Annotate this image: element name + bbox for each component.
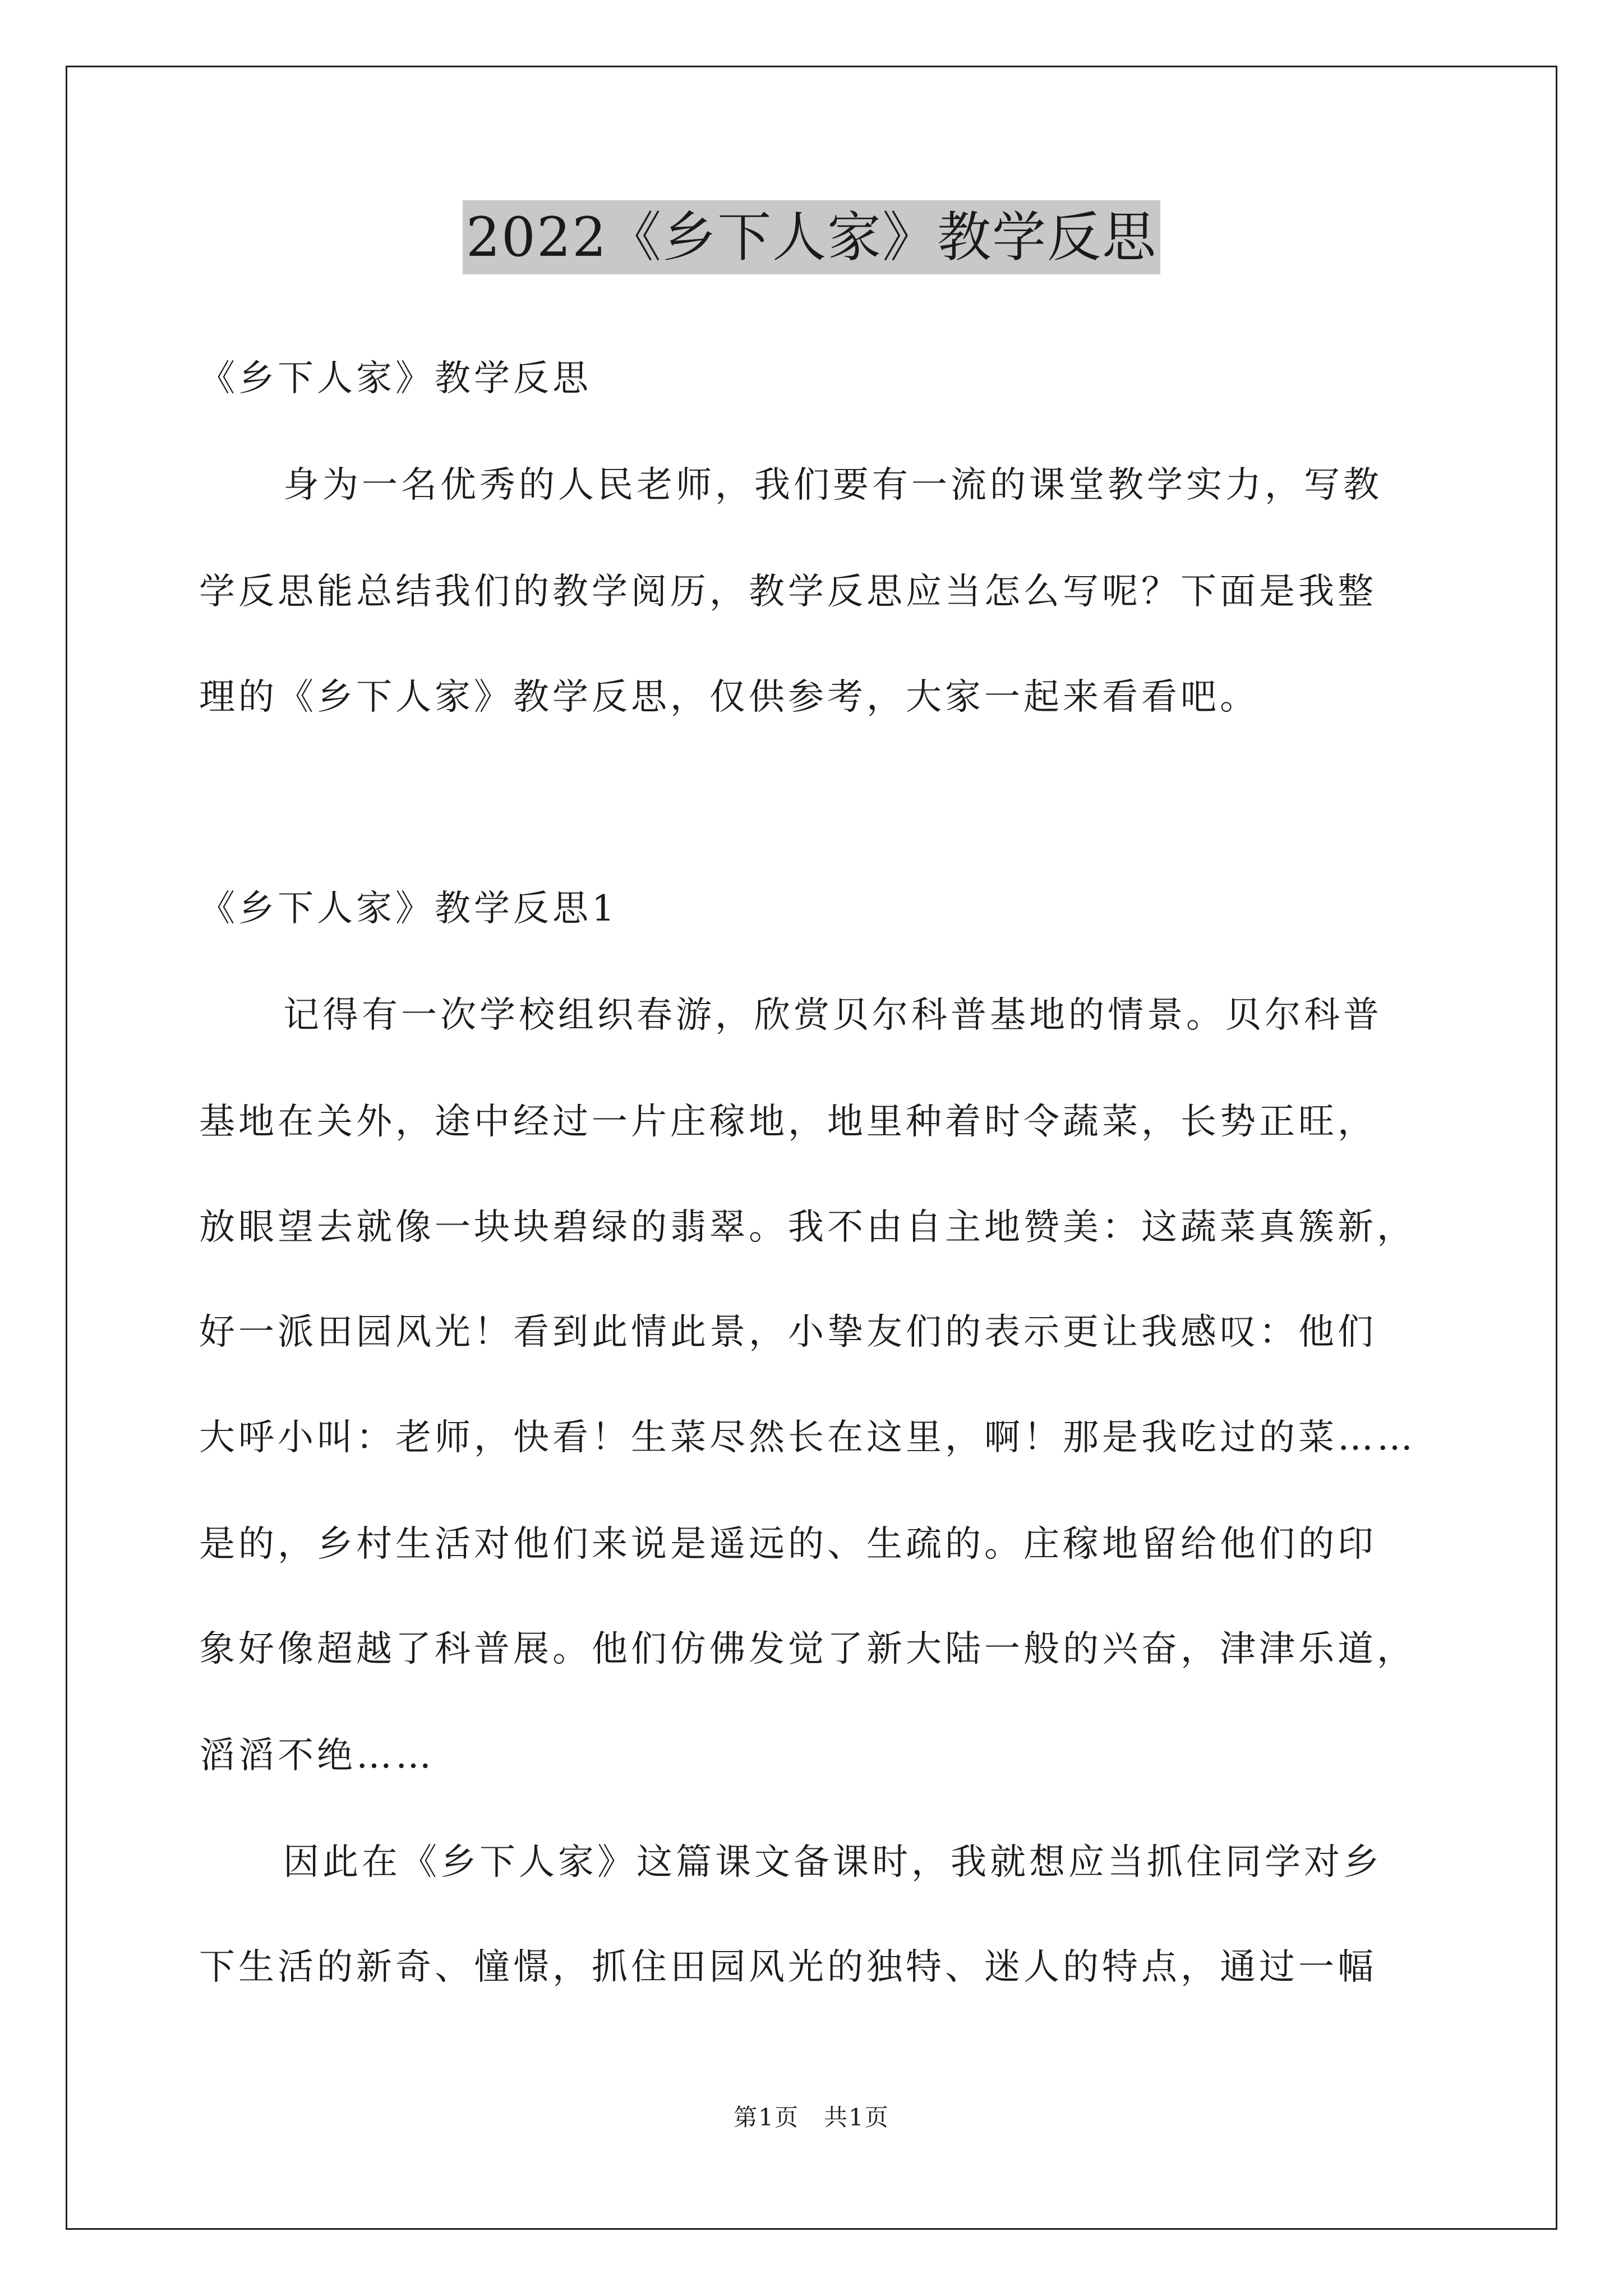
para1-line-6: 是的，乡村生活对他们来说是遥远的、生疏的。庄稼地留给他们的印: [199, 1524, 1377, 1565]
intro-line-2: 学反思能总结我们的教学阅历，教学反思应当怎么写呢？下面是我整: [199, 571, 1377, 613]
para1-line-7: 象好像超越了科普展。他们仿佛发觉了新大陆一般的兴奋，津津乐道，: [199, 1628, 1416, 1670]
para1-line-2: 基地在关外，途中经过一片庄稼地，地里种着时令蔬菜，长势正旺，: [199, 1101, 1377, 1143]
document-title: 2022《乡下人家》教学反思: [463, 200, 1160, 274]
para1-line-1: 记得有一次学校组织春游，欣赏贝尔科普基地的情景。贝尔科普: [283, 995, 1382, 1036]
para1-line-8: 滔滔不绝……: [199, 1735, 435, 1777]
page-footer: 第1页 共1页: [734, 2104, 889, 2131]
section-heading: 《乡下人家》教学反思1: [199, 888, 618, 930]
intro-line-1: 身为一名优秀的人民老师，我们要有一流的课堂教学实力，写教: [283, 464, 1382, 506]
para1-line-5: 大呼小叫：老师，快看！生菜尽然长在这里，啊！那是我吃过的菜……: [199, 1417, 1416, 1458]
para1-line-4: 好一派田园风光！看到此情此景，小挚友们的表示更让我感叹：他们: [199, 1312, 1377, 1353]
doc-heading: 《乡下人家》教学反思: [199, 358, 592, 399]
title-container: [0, 200, 1623, 274]
para2-line-1: 因此在《乡下人家》这篇课文备课时，我就想应当抓住同学对乡: [283, 1842, 1382, 1883]
para1-line-3: 放眼望去就像一块块碧绿的翡翠。我不由自主地赞美：这蔬菜真簇新，: [199, 1207, 1416, 1248]
intro-line-3: 理的《乡下人家》教学反思，仅供参考，大家一起来看看吧。: [199, 677, 1259, 718]
para2-line-2: 下生活的新奇、憧憬，抓住田园风光的独特、迷人的特点，通过一幅: [199, 1947, 1377, 1988]
